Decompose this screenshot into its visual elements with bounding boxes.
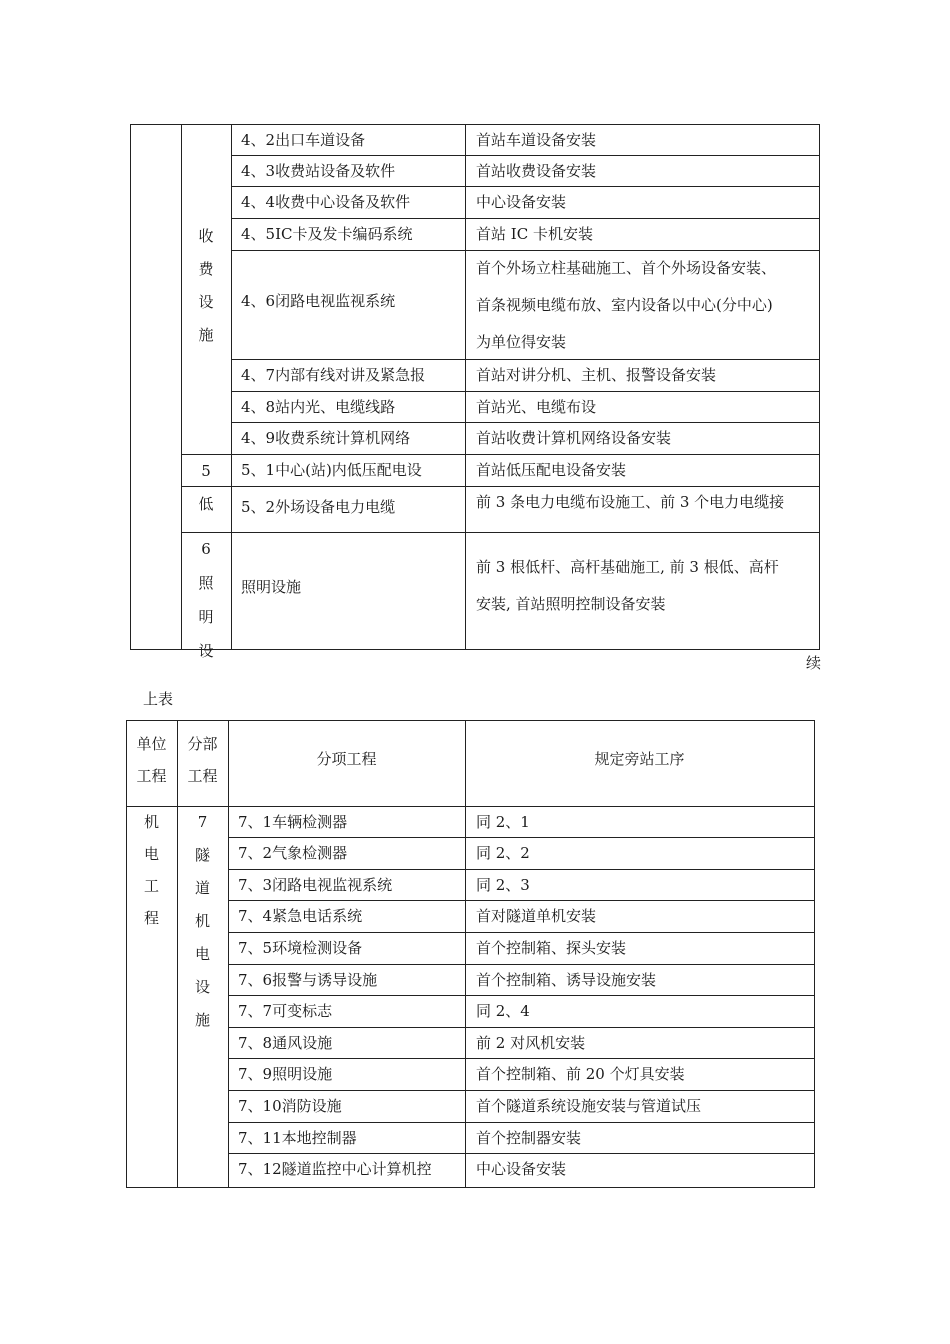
table-caption: 上表 [143, 690, 174, 708]
table-cell-item: 4、9收费系统计算机网络 [241, 429, 411, 447]
header-procedure: 规定旁站工序 [594, 750, 685, 768]
table-cell-procedure: 首对隧道单机安装 [476, 907, 597, 925]
group-label-toll-facilities: 收 费 设 施 [198, 227, 214, 344]
table-cell-procedure: 同 2、3 [476, 876, 530, 894]
table-cell-item: 4、5IC卡及发卡编码系统 [241, 225, 413, 243]
table-cell-procedure: 首个控制箱、诱导设施安装 [476, 971, 657, 989]
table-cell-procedure: 首站收费设备安装 [476, 162, 597, 180]
table-cell-item: 7、10消防设施 [238, 1097, 342, 1115]
table-cell-procedure: 同 2、2 [476, 844, 530, 862]
table-cell-item: 7、12隧道监控中心计算机控 [238, 1160, 432, 1178]
continued-label: 续 [806, 654, 822, 672]
group-label-lighting: 6 照 明 设 [198, 540, 214, 660]
table-cell-item: 7、5环境检测设备 [238, 939, 363, 957]
unit-label-electromechanical: 机 电 工 程 [143, 813, 159, 927]
table-cell-procedure: 前 3 条电力电缆布设施工、前 3 个电力电缆接 [476, 493, 785, 511]
table-cell-item: 4、3收费站设备及软件 [241, 162, 396, 180]
table-cell-procedure: 首站车道设备安装 [476, 131, 597, 149]
table-cell-procedure: 首个隧道系统设施安装与管道试压 [476, 1097, 702, 1115]
table-cell-item: 7、7可变标志 [238, 1002, 333, 1020]
header-unit-project: 单位 工程 [136, 735, 167, 785]
table-cell-item: 4、7内部有线对讲及紧急报 [241, 366, 426, 384]
table-cell-procedure: 首站对讲分机、主机、报警设备安装 [476, 366, 717, 384]
table-cell-procedure: 首个控制箱、前 20 个灯具安装 [476, 1065, 685, 1083]
table-cell-procedure: 首站 IC 卡机安装 [476, 225, 593, 243]
table-cell-procedure: 同 2、1 [476, 813, 530, 831]
table-cell-item: 5、1中心(站)内低压配电设 [241, 461, 422, 479]
table-cell-item: 7、4紧急电话系统 [238, 907, 363, 925]
table-cell-item: 照明设施 [241, 578, 302, 596]
table-cell-item: 4、2出口车道设备 [241, 131, 366, 149]
table-cell-item: 4、4收费中心设备及软件 [241, 193, 411, 211]
header-item-project: 分项工程 [316, 750, 377, 768]
group-label-low-voltage: 5 低 [198, 462, 214, 513]
table-cell-item: 7、6报警与诱导设施 [238, 971, 378, 989]
table-cell-item: 7、1车辆检测器 [238, 813, 348, 831]
table-cell-procedure: 前 3 根低杆、高杆基础施工, 前 3 根低、高杆 安装, 首站照明控制设备安装 [476, 558, 779, 613]
table-cell-procedure: 前 2 对风机安装 [476, 1034, 586, 1052]
table-cell-procedure: 中心设备安装 [476, 1160, 567, 1178]
part-label-tunnel-facilities: 7 隧 道 机 电 设 施 [194, 813, 210, 1029]
table-cell-item: 7、9照明设施 [238, 1065, 333, 1083]
table-cell-item: 4、8站内光、电缆线路 [241, 398, 396, 416]
table-cell-procedure: 首个控制箱、探头安装 [476, 939, 627, 957]
table-cell-procedure: 首站光、电缆布设 [476, 398, 597, 416]
table-cell-procedure: 首站收费计算机网络设备安装 [476, 429, 672, 447]
table-cell-procedure: 首站低压配电设备安装 [476, 461, 627, 479]
table-cell-item: 7、2气象检测器 [238, 844, 348, 862]
table-cell-item: 4、6闭路电视监视系统 [241, 292, 396, 310]
table-cell-procedure: 首个外场立柱基础施工、首个外场设备安装、 首条视频电缆布放、室内设备以中心(分中心) 为单位得安装 [476, 259, 777, 351]
table-cell-item: 7、3闭路电视监视系统 [238, 876, 393, 894]
table-cell-item: 7、11本地控制器 [238, 1129, 357, 1147]
table-cell-procedure: 中心设备安装 [476, 193, 567, 211]
table-cell-procedure: 首个控制器安装 [476, 1129, 582, 1147]
table-cell-item: 5、2外场设备电力电缆 [241, 498, 396, 516]
header-part-project: 分部 工程 [187, 735, 218, 785]
table-cell-procedure: 同 2、4 [476, 1002, 530, 1020]
table-cell-item: 7、8通风设施 [238, 1034, 333, 1052]
